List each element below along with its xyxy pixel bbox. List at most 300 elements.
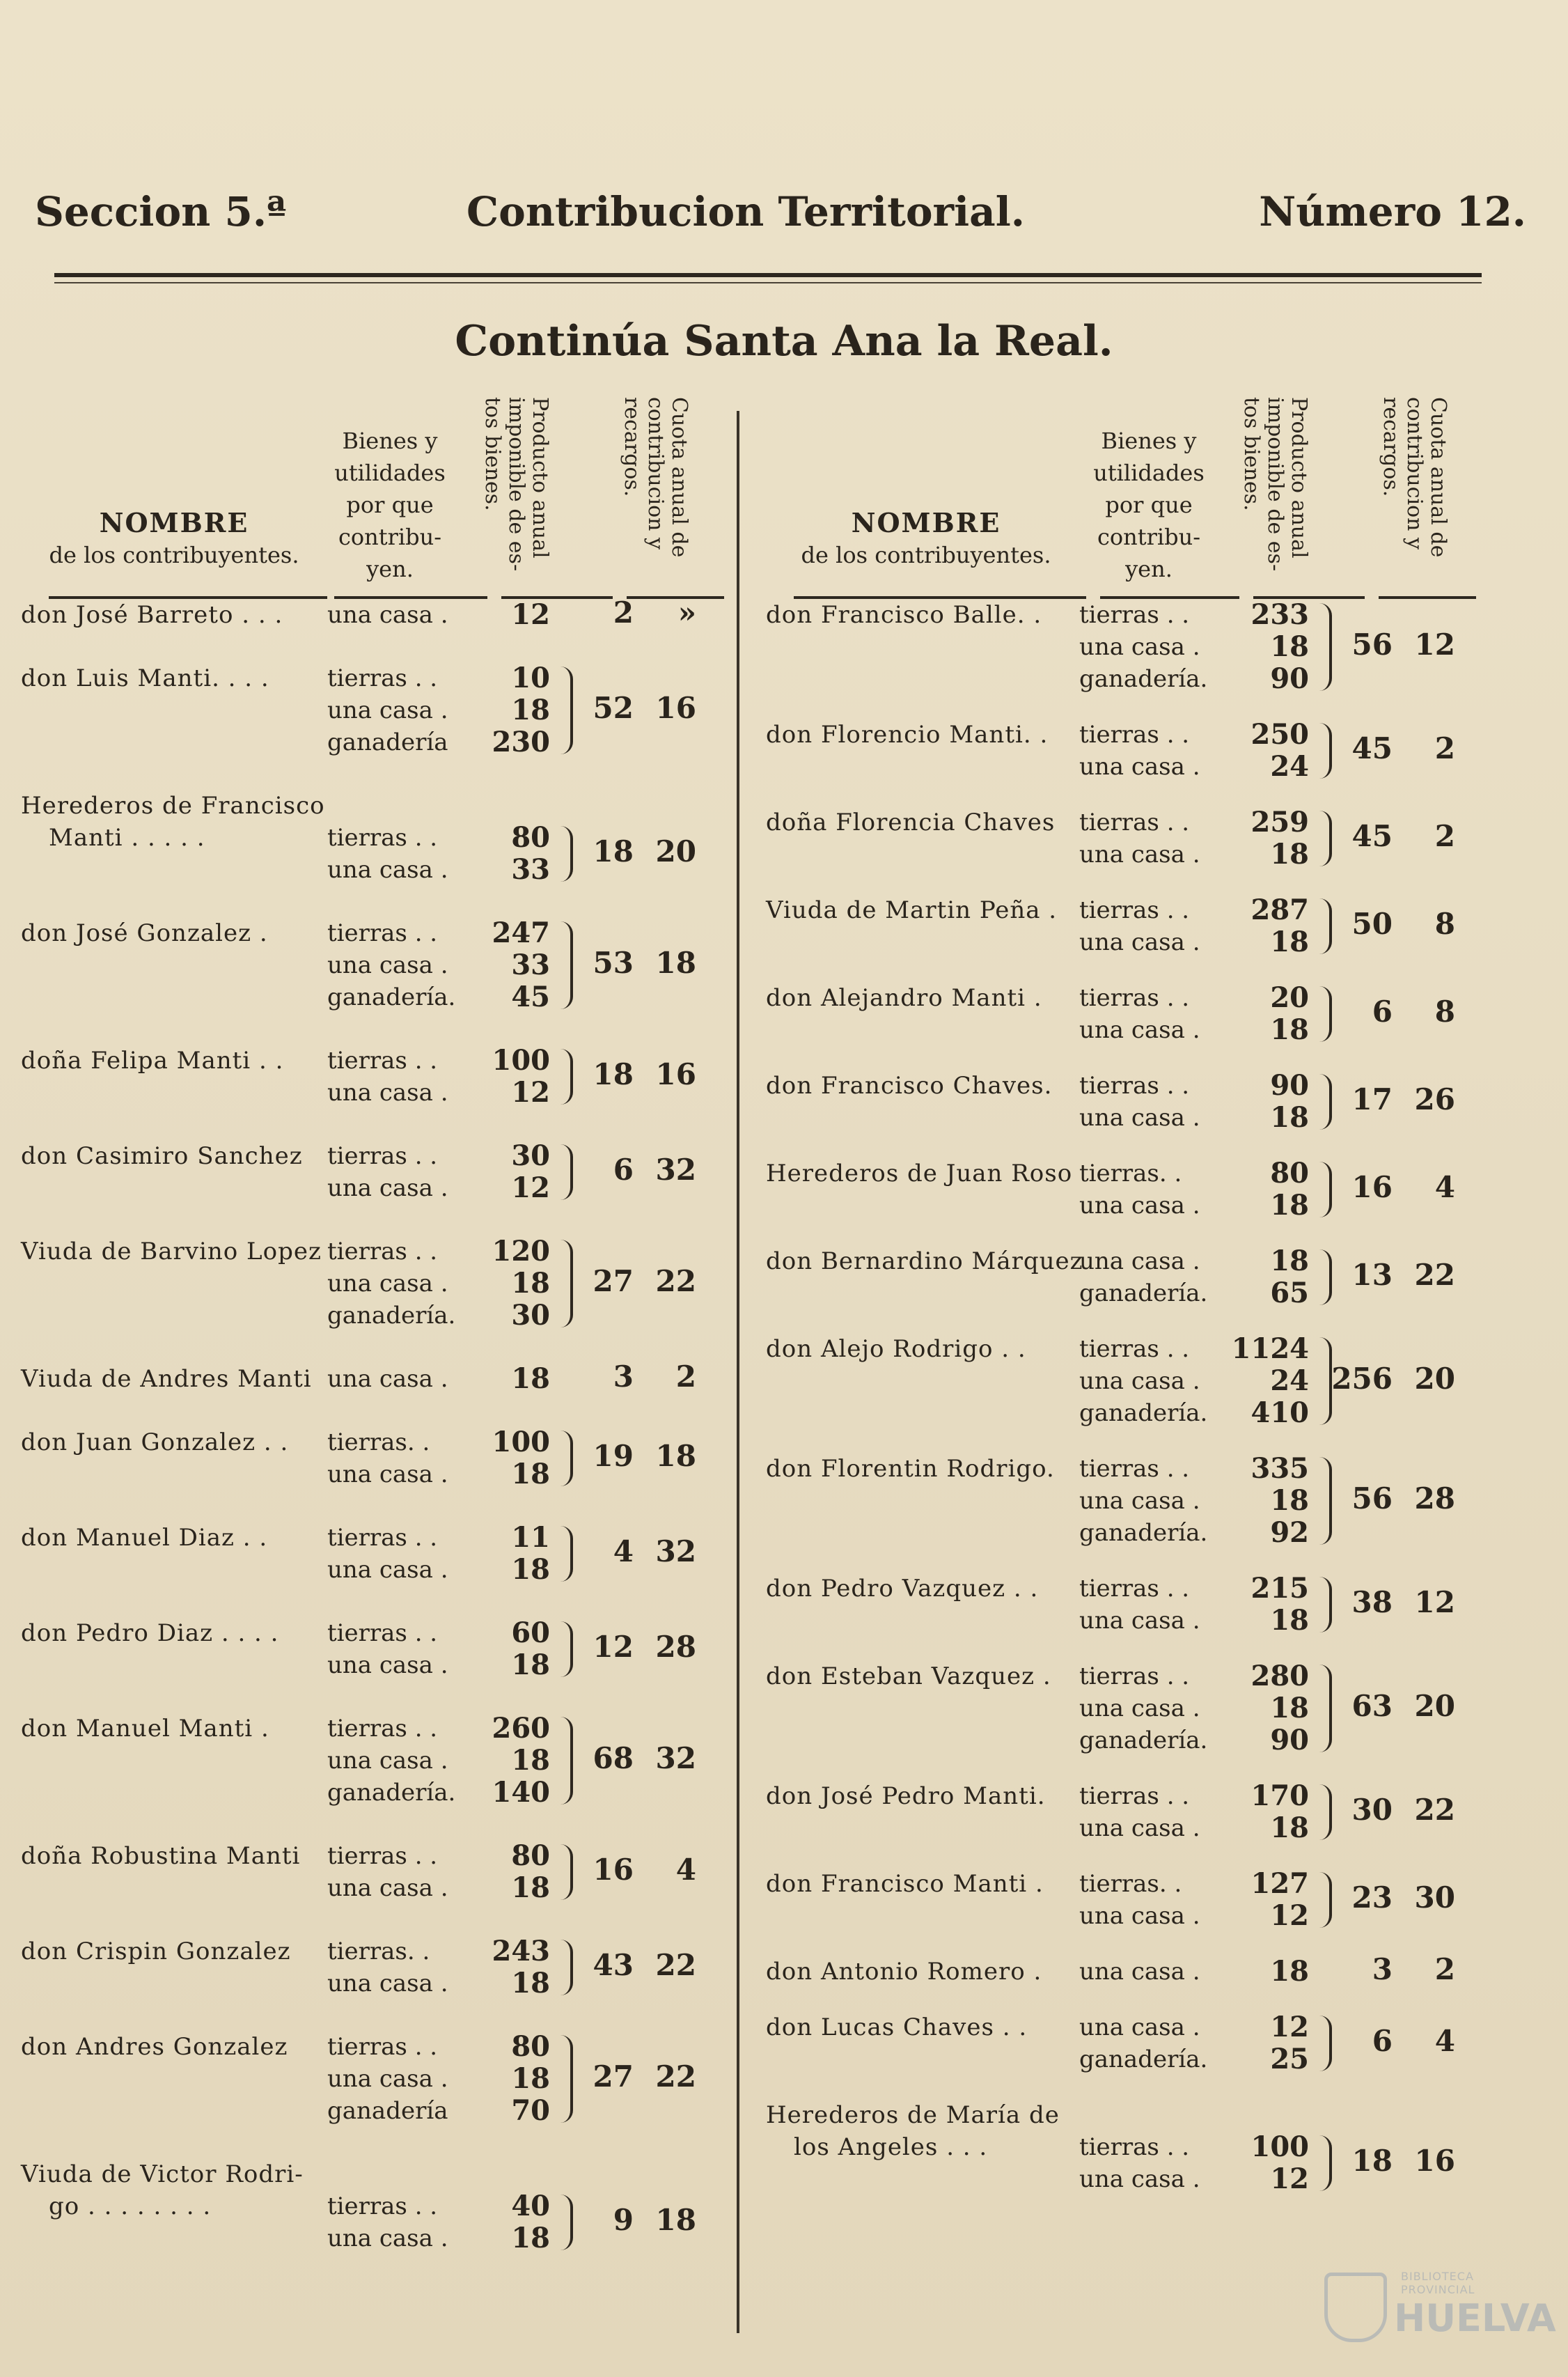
contributor-name bbox=[766, 894, 1057, 926]
cuota-reales: 52 bbox=[593, 691, 634, 725]
producto-value: 18 bbox=[1270, 1955, 1309, 1988]
cuota-maravedis: 28 bbox=[1414, 1481, 1455, 1515]
cuota-maravedis: 4 bbox=[1434, 2024, 1455, 2058]
cuota-maravedis: 4 bbox=[675, 1853, 696, 1887]
cuota-maravedis: 12 bbox=[1414, 628, 1455, 662]
contributor-name bbox=[766, 1780, 1046, 1812]
bienes-list bbox=[327, 1713, 455, 1809]
cuota-value bbox=[1330, 733, 1455, 765]
producto-values bbox=[1225, 982, 1309, 1046]
bien-item: tierras . . bbox=[327, 1047, 438, 1075]
contributor-name-line: Viuda de Martin Peña . bbox=[766, 896, 1058, 924]
producto-value: 25 bbox=[1270, 2043, 1309, 2075]
bien-item: una casa . bbox=[327, 1747, 448, 1775]
producto-values bbox=[467, 1363, 550, 1395]
bien-item: una casa . bbox=[1079, 1104, 1200, 1132]
producto-value: 100 bbox=[1251, 2130, 1309, 2163]
producto-value: 410 bbox=[1251, 1396, 1309, 1429]
bien-item: ganadería. bbox=[1079, 1727, 1208, 1754]
contributor-name-line: Manti . . . . . bbox=[49, 824, 205, 852]
page-title: Contribucion Territorial. bbox=[467, 188, 1025, 235]
contributor-name-line: doña Robustina Manti bbox=[21, 1842, 301, 1870]
bien-item: tierras . . bbox=[1079, 2133, 1190, 2161]
header-bienes bbox=[327, 425, 453, 585]
bien-item: una casa . bbox=[327, 1365, 448, 1393]
cuota-value bbox=[1330, 908, 1455, 940]
producto-value: 33 bbox=[511, 853, 550, 886]
table-row bbox=[766, 1158, 1483, 1245]
producto-value: 18 bbox=[511, 1553, 550, 1586]
producto-values bbox=[467, 1840, 550, 1904]
bienes-list bbox=[327, 790, 448, 886]
producto-values bbox=[1225, 1956, 1309, 1988]
bienes-list bbox=[327, 1617, 448, 1681]
cuota-value bbox=[1330, 1690, 1455, 1722]
cuota-reales: 50 bbox=[1351, 907, 1393, 941]
cuota-maravedis: 16 bbox=[1414, 2144, 1455, 2178]
bien-item: una casa . bbox=[327, 856, 448, 884]
table-row bbox=[21, 1713, 724, 1840]
cuota-reales: 16 bbox=[593, 1853, 634, 1887]
contributor-name-line: go . . . . . . . . bbox=[49, 2192, 212, 2220]
contributor-name bbox=[766, 1453, 1055, 1485]
bien-item: ganadería bbox=[327, 728, 448, 756]
cuota-reales: 43 bbox=[593, 1948, 634, 1982]
cuota-reales: 3 bbox=[613, 1359, 634, 1394]
table-row bbox=[766, 2099, 1483, 2219]
producto-values bbox=[467, 1522, 550, 1586]
producto-value: 127 bbox=[1251, 1867, 1309, 1900]
bienes-list bbox=[1079, 599, 1207, 695]
cuota-maravedis: 26 bbox=[1414, 1082, 1455, 1116]
contributor-name-line: doña Felipa Manti . . bbox=[21, 1047, 284, 1075]
bien-item: tierras . . bbox=[1079, 1072, 1190, 1100]
cuota-value bbox=[1330, 1363, 1455, 1395]
contributor-name-line: don Bernardino Márquez bbox=[766, 1247, 1083, 1275]
header-cuota bbox=[1379, 397, 1450, 585]
contributor-name bbox=[21, 2158, 304, 2222]
table-row bbox=[766, 1070, 1483, 1158]
contributor-name bbox=[21, 1522, 267, 1554]
bienes-list bbox=[1079, 1245, 1207, 1309]
contributor-name-line: don Luis Manti. . . . bbox=[21, 664, 269, 692]
producto-value: 20 bbox=[1270, 981, 1309, 1014]
bienes-list bbox=[327, 1426, 448, 1490]
cuota-maravedis: 18 bbox=[655, 2203, 696, 2237]
contributor-name-line: don José Pedro Manti. bbox=[766, 1782, 1046, 1810]
cuota-maravedis: 28 bbox=[655, 1630, 696, 1664]
header-bienes-l5: yen. bbox=[366, 556, 414, 582]
header-cuota bbox=[620, 397, 691, 585]
bien-item: tierras . . bbox=[1079, 1662, 1190, 1690]
cuota-reales: 63 bbox=[1351, 1689, 1393, 1723]
table-row bbox=[766, 1780, 1483, 1868]
table-row bbox=[21, 595, 724, 662]
contributor-name-line: don José Barreto . . . bbox=[21, 601, 283, 629]
header-nombre bbox=[766, 507, 1086, 571]
header-bienes-l3: por que bbox=[1105, 492, 1193, 518]
producto-values bbox=[467, 1426, 550, 1490]
header-producto bbox=[1239, 397, 1310, 585]
left-rows bbox=[21, 595, 724, 2286]
bienes-list bbox=[327, 917, 455, 1013]
contributor-name bbox=[766, 1070, 1052, 1102]
cuota-maravedis: 2 bbox=[675, 1359, 696, 1394]
cuota-maravedis: 16 bbox=[655, 1057, 696, 1091]
table-row bbox=[766, 806, 1483, 894]
producto-value: 120 bbox=[492, 1235, 550, 1268]
producto-value: 90 bbox=[1270, 1069, 1309, 1102]
bien-item: ganadería. bbox=[1079, 1279, 1208, 1307]
bien-item: tierras . . bbox=[1079, 984, 1190, 1012]
contributor-name bbox=[21, 917, 268, 949]
bien-item: una casa . bbox=[1079, 633, 1200, 661]
producto-value: 287 bbox=[1251, 894, 1309, 926]
producto-value: 18 bbox=[511, 1967, 550, 2000]
bienes-list bbox=[327, 1140, 448, 1204]
cuota-reales: 3 bbox=[1372, 1952, 1393, 1986]
cuota-maravedis: 22 bbox=[1414, 1793, 1455, 1827]
cuota-value bbox=[1330, 820, 1455, 852]
producto-values bbox=[1225, 2099, 1309, 2195]
bien-item: tierras . . bbox=[327, 2192, 438, 2220]
bien-item: una casa . bbox=[327, 1651, 448, 1679]
producto-values bbox=[467, 599, 550, 631]
contributor-name-line: don Crispin Gonzalez bbox=[21, 1938, 291, 1965]
left-column bbox=[21, 390, 724, 2286]
cuota-maravedis: 18 bbox=[655, 1439, 696, 1473]
contributor-name-line: don Florencio Manti. . bbox=[766, 721, 1049, 749]
producto-value: 18 bbox=[511, 2222, 550, 2254]
cuota-reales: 18 bbox=[593, 834, 634, 868]
seal-icon bbox=[1324, 2273, 1387, 2342]
cuota-maravedis: 32 bbox=[655, 1534, 696, 1568]
column-divider bbox=[737, 411, 739, 2333]
bien-item: tierras . . bbox=[1079, 1455, 1190, 1483]
producto-values bbox=[1225, 1453, 1309, 1549]
producto-value: 247 bbox=[492, 917, 550, 949]
bien-item: tierras. . bbox=[327, 1938, 430, 1965]
cuota-reales: 38 bbox=[1351, 1585, 1393, 1619]
contributor-name bbox=[21, 1617, 279, 1649]
cuota-reales: 27 bbox=[593, 1264, 634, 1298]
producto-value: 40 bbox=[511, 2190, 550, 2222]
bien-item: tierras . . bbox=[327, 664, 438, 692]
producto-values bbox=[1225, 1070, 1309, 1134]
table-row bbox=[766, 1245, 1483, 1333]
cuota-reales: 13 bbox=[1351, 1258, 1393, 1292]
producto-value: 100 bbox=[492, 1426, 550, 1458]
cuota-reales: 16 bbox=[1351, 1170, 1393, 1204]
producto-values bbox=[467, 1935, 550, 2000]
producto-values bbox=[467, 917, 550, 1013]
header-producto-l1: Producto anual bbox=[1287, 397, 1311, 559]
cuota-value bbox=[1330, 1587, 1455, 1619]
producto-value: 90 bbox=[1270, 662, 1309, 695]
producto-value: 18 bbox=[1270, 838, 1309, 871]
bienes-list bbox=[1079, 1453, 1207, 1549]
cuota-reales: 12 bbox=[593, 1630, 634, 1664]
producto-value: 24 bbox=[1270, 750, 1309, 783]
producto-values bbox=[1225, 1245, 1309, 1309]
cuota-reales: 4 bbox=[613, 1534, 634, 1568]
contributor-name bbox=[21, 1045, 283, 1077]
contributor-name-line: los Angeles . . . bbox=[794, 2133, 988, 2161]
contributor-name bbox=[21, 790, 325, 854]
producto-value: 18 bbox=[1270, 1604, 1309, 1637]
producto-value: 280 bbox=[1251, 1660, 1309, 1692]
bien-item: una casa . bbox=[327, 2224, 448, 2252]
contributor-name bbox=[766, 2099, 1060, 2163]
contributor-name bbox=[21, 1426, 288, 1458]
bienes-list bbox=[1079, 1780, 1200, 1844]
producto-value: 18 bbox=[1270, 1811, 1309, 1844]
header-producto-l2: imponible de es- bbox=[504, 397, 528, 572]
bien-item bbox=[1079, 2099, 1200, 2131]
producto-values bbox=[467, 1617, 550, 1681]
producto-value: 45 bbox=[511, 981, 550, 1013]
cuota-maravedis: 4 bbox=[1434, 1170, 1455, 1204]
bienes-list bbox=[327, 662, 448, 758]
cuota-reales: 27 bbox=[593, 2059, 634, 2094]
producto-values bbox=[1225, 806, 1309, 871]
producto-values bbox=[1225, 1868, 1309, 1932]
table-row bbox=[766, 1868, 1483, 1956]
cuota-value bbox=[571, 2061, 696, 2093]
bien-item: ganadería. bbox=[327, 1779, 456, 1807]
producto-values bbox=[1225, 2011, 1309, 2075]
cuota-reales: 18 bbox=[1351, 2144, 1393, 2178]
bien-item: tierras . . bbox=[1079, 896, 1190, 924]
cuota-maravedis: 18 bbox=[655, 946, 696, 980]
cuota-value bbox=[571, 1743, 696, 1775]
cuota-maravedis: 32 bbox=[655, 1741, 696, 1775]
producto-value: 18 bbox=[1270, 1013, 1309, 1046]
table-row bbox=[766, 1333, 1483, 1453]
bienes-list bbox=[1079, 1956, 1200, 1988]
header-nombre-title: NOMBRE bbox=[851, 507, 1001, 538]
bien-item: tierras . . bbox=[327, 1142, 438, 1170]
header-bienes-l2: utilidades bbox=[1093, 460, 1205, 486]
header-producto-l1: Producto anual bbox=[528, 397, 552, 559]
table-row bbox=[766, 599, 1483, 719]
contributor-name-line: don Antonio Romero . bbox=[766, 1958, 1042, 1986]
header-nombre-title: NOMBRE bbox=[99, 507, 249, 538]
bienes-list bbox=[1079, 982, 1200, 1046]
bien-item: una casa . bbox=[1079, 1367, 1200, 1395]
bienes-list bbox=[327, 1363, 448, 1395]
producto-values bbox=[467, 1713, 550, 1809]
producto-values bbox=[1225, 599, 1309, 695]
header-cuota-l3: recargos. bbox=[1379, 397, 1403, 497]
table-row bbox=[766, 1573, 1483, 1660]
contributor-name-line: don Casimiro Sanchez bbox=[21, 1142, 303, 1170]
header-nombre-sub: de los contribuyentes. bbox=[801, 542, 1051, 568]
bien-item: una casa . bbox=[1079, 1247, 1200, 1275]
cuota-value bbox=[571, 836, 696, 868]
producto-values bbox=[1225, 1660, 1309, 1756]
producto-value: 12 bbox=[1270, 2162, 1309, 2195]
header-rule-thin bbox=[54, 282, 1482, 283]
contributor-name bbox=[766, 1660, 1051, 1692]
bien-item: ganadería. bbox=[1079, 2045, 1208, 2073]
producto-value: 24 bbox=[1270, 1364, 1309, 1397]
header-cuota-l1: Cuota anual de bbox=[1426, 397, 1450, 558]
contributor-name-line: Viuda de Victor Rodri- bbox=[21, 2160, 304, 2188]
page-header bbox=[35, 188, 1540, 265]
contributor-name-line: don Lucas Chaves . . bbox=[766, 2013, 1028, 2041]
contributor-name-line: don Esteban Vazquez . bbox=[766, 1662, 1051, 1690]
producto-value: 90 bbox=[1270, 1724, 1309, 1756]
producto-value: 335 bbox=[1251, 1452, 1309, 1485]
producto-value: 30 bbox=[511, 1299, 550, 1332]
bien-item: ganadería. bbox=[327, 1302, 456, 1330]
cuota-value bbox=[1330, 2025, 1455, 2057]
bien-item: tierras. . bbox=[1079, 1870, 1182, 1898]
producto-value: 250 bbox=[1251, 718, 1309, 751]
producto-values bbox=[1225, 1333, 1309, 1429]
cuota-maravedis: 2 bbox=[1434, 819, 1455, 853]
cuota-reales: 18 bbox=[593, 1057, 634, 1091]
bien-item: ganadería. bbox=[327, 983, 456, 1011]
table-row bbox=[21, 790, 724, 917]
producto-value: 18 bbox=[511, 1744, 550, 1777]
bien-item: tierras. . bbox=[327, 1428, 430, 1456]
producto-value: 18 bbox=[511, 1458, 550, 1490]
producto-value: 80 bbox=[1270, 1157, 1309, 1190]
producto-value: 18 bbox=[1270, 1101, 1309, 1134]
contributor-name-line: Herederos de Juan Roso bbox=[766, 1160, 1073, 1187]
cuota-reales: 2 bbox=[613, 595, 634, 630]
table-row bbox=[21, 1359, 724, 1426]
producto-value: 60 bbox=[511, 1616, 550, 1649]
bienes-list bbox=[327, 2158, 448, 2254]
contributor-name bbox=[21, 1236, 322, 1268]
table-row bbox=[21, 1935, 724, 2031]
contributor-name bbox=[766, 1245, 1083, 1277]
contributor-name-line: Viuda de Barvino Lopez bbox=[21, 1238, 322, 1265]
producto-values bbox=[467, 1236, 550, 1332]
header-cuota-l3: recargos. bbox=[620, 397, 644, 497]
contributor-name bbox=[766, 1956, 1042, 1988]
bien-item: una casa . bbox=[1079, 2165, 1200, 2193]
bien-item: una casa . bbox=[327, 1174, 448, 1202]
cuota-maravedis: 16 bbox=[655, 691, 696, 725]
cuota-value bbox=[571, 1536, 696, 1568]
bien-item: tierras . . bbox=[327, 1238, 438, 1265]
right-column bbox=[766, 390, 1483, 2219]
bien-item: una casa . bbox=[1079, 1694, 1200, 1722]
cuota-reales: 56 bbox=[1351, 1481, 1393, 1515]
bienes-list bbox=[327, 599, 448, 631]
cuota-reales: 56 bbox=[1351, 628, 1393, 662]
producto-value: 259 bbox=[1251, 806, 1309, 839]
header-bienes-l1: Bienes y bbox=[342, 428, 438, 454]
producto-value: 18 bbox=[511, 694, 550, 726]
bien-item: tierras . . bbox=[1079, 809, 1190, 836]
cuota-reales: 6 bbox=[613, 1153, 634, 1187]
contributor-name bbox=[21, 1935, 291, 1967]
table-row bbox=[21, 1522, 724, 1617]
cuota-value bbox=[1330, 2145, 1455, 2177]
producto-value: 92 bbox=[1270, 1516, 1309, 1549]
cuota-maravedis: 30 bbox=[1414, 1880, 1455, 1915]
header-bienes-l2: utilidades bbox=[334, 460, 446, 486]
header-producto-l2: imponible de es- bbox=[1263, 397, 1287, 572]
table-row bbox=[766, 1660, 1483, 1780]
cuota-value bbox=[571, 1265, 696, 1297]
bien-item: una casa . bbox=[1079, 2013, 1200, 2041]
header-cuota-l1: Cuota anual de bbox=[667, 397, 691, 558]
table-row bbox=[766, 1453, 1483, 1573]
bien-item: una casa . bbox=[1079, 841, 1200, 868]
producto-value: 12 bbox=[511, 1076, 550, 1109]
bien-item: ganadería bbox=[327, 2097, 448, 2125]
cuota-reales: 53 bbox=[593, 946, 634, 980]
cuota-value bbox=[1330, 1954, 1455, 1986]
cuota-reales: 6 bbox=[1372, 995, 1393, 1029]
producto-value: 12 bbox=[1270, 1899, 1309, 1932]
contributor-name bbox=[766, 1868, 1044, 1900]
bien-item: tierras . . bbox=[1079, 1575, 1190, 1603]
producto-value: 1124 bbox=[1231, 1332, 1309, 1365]
bienes-list bbox=[327, 1236, 455, 1332]
bien-item: tierras . . bbox=[327, 824, 438, 852]
producto-value: 12 bbox=[1270, 2011, 1309, 2043]
cuota-maravedis: 20 bbox=[655, 834, 696, 868]
bienes-list bbox=[1079, 894, 1200, 958]
table-row bbox=[766, 719, 1483, 806]
cuota-maravedis: 32 bbox=[655, 1153, 696, 1187]
cuota-reales: 45 bbox=[1351, 731, 1393, 765]
bienes-list bbox=[1079, 1868, 1200, 1932]
table-row bbox=[21, 1045, 724, 1140]
producto-value: 18 bbox=[511, 1871, 550, 1904]
contributor-name bbox=[21, 1840, 300, 1872]
header-nombre bbox=[21, 507, 327, 571]
cuota-value bbox=[571, 1154, 696, 1186]
subtitle: Continúa Santa Ana la Real. bbox=[455, 317, 1113, 366]
bienes-list bbox=[327, 1522, 448, 1586]
producto-value: 18 bbox=[511, 2062, 550, 2095]
table-row bbox=[21, 1840, 724, 1935]
contributor-name-line: Herederos de María de bbox=[766, 2101, 1060, 2129]
cuota-value bbox=[571, 1631, 696, 1663]
producto-values bbox=[467, 790, 550, 886]
bien-item: una casa . bbox=[327, 1270, 448, 1297]
cuota-maravedis: 22 bbox=[655, 1948, 696, 1982]
bienes-list bbox=[327, 1045, 448, 1109]
table-row bbox=[766, 982, 1483, 1070]
table-row bbox=[21, 2031, 724, 2158]
table-row bbox=[21, 1617, 724, 1713]
header-bienes-l3: por que bbox=[346, 492, 434, 518]
bien-item: una casa . bbox=[1079, 1487, 1200, 1515]
library-stamp bbox=[1310, 2266, 1556, 2349]
bien-item: una casa . bbox=[1079, 1814, 1200, 1842]
cuota-reales: 23 bbox=[1351, 1880, 1393, 1915]
producto-value: 12 bbox=[511, 1171, 550, 1204]
cuota-value bbox=[1330, 1882, 1455, 1914]
producto-value: 18 bbox=[1270, 1484, 1309, 1517]
contributor-name-line: don Alejandro Manti . bbox=[766, 984, 1042, 1012]
table-row bbox=[21, 1426, 724, 1522]
bien-item bbox=[327, 790, 448, 822]
table-row bbox=[21, 662, 724, 790]
bienes-list bbox=[1079, 719, 1200, 783]
contributor-name bbox=[766, 2011, 1027, 2043]
producto-value bbox=[1225, 2099, 1309, 2131]
